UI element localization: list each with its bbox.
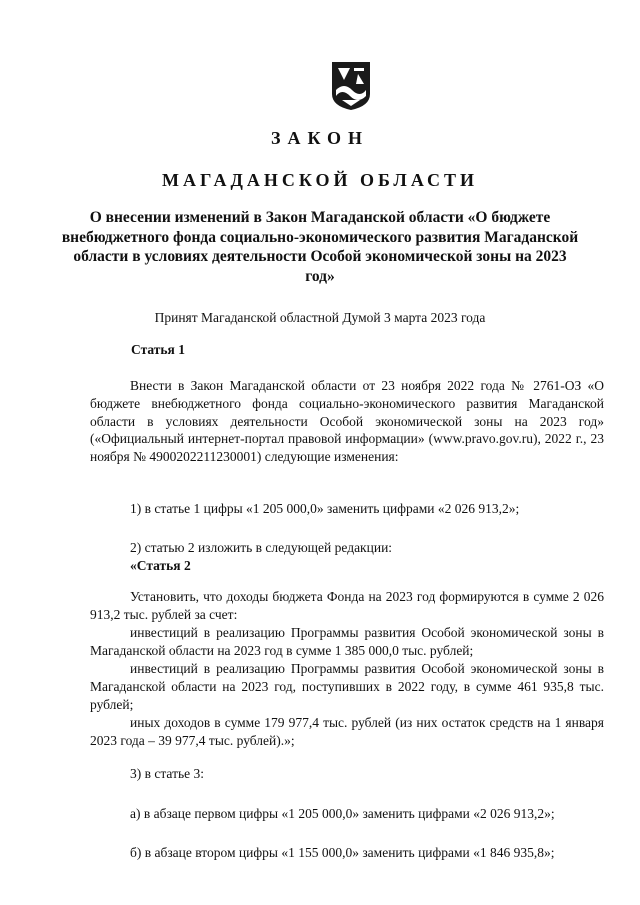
item-3a: а) в абзаце первом цифры «1 205 000,0» заменить цифрами «2 026 913,2»; — [130, 806, 555, 821]
adoption-note: Принят Магаданской областной Думой 3 марта 2023 года — [154, 310, 486, 325]
item-3b: б) в абзаце втором цифры «1 155 000,0» заменить цифрами «1 846 935,8»; — [130, 845, 555, 860]
region-title: МАГАДАНСКОЙ ОБЛАСТИ — [162, 170, 478, 190]
new-article-paragraph-1: Установить, что доходы бюджета Фонда на 2023 год формируются в сумме 2 026 913,2 тыс. рублей за счет: — [90, 589, 604, 622]
new-article-paragraph-4: иных доходов в сумме 179 977,4 тыс. рублей (из них остаток средств на 1 января 2023 года – 39 977,4 тыс. рублей).»; — [90, 715, 604, 748]
new-article-2-title: «Статья 2 — [130, 558, 191, 573]
intro-paragraph: Внести в Закон Магаданской области от 23 ноября 2022 года № 2761-ОЗ «О бюджете внебюджетного фонда социально-экономического развития Магаданской области в условиях деятельности Особой экономической зоны на 2023 год» («Официальный интернет-портал правовой информации» (www.pravo.gov.ru), 2022 г., 23 ноября № 4900202211230001) следующие изменения: — [90, 378, 604, 465]
magadan-coat-of-arms-icon — [330, 60, 372, 112]
item-2: 2) статью 2 изложить в следующей редакции: — [130, 540, 393, 555]
item-3: 3) в статье 3: — [130, 766, 204, 781]
item-1: 1) в статье 1 цифры «1 205 000,0» заменить цифрами «2 026 913,2»; — [130, 501, 520, 516]
law-heading: О внесении изменений в Закон Магаданской области «О бюджете внебюджетного фонда социально-экономического развития Магаданской области в условиях деятельности Особой экономической зоны на 2023 год» — [61, 209, 579, 285]
new-article-paragraph-2: инвестиций в реализацию Программы развития Особой экономической зоны в Магаданской области на 2023 год в сумме 1 385 000,0 тыс. рублей; — [90, 625, 604, 658]
article-1-title: Статья 1 — [131, 342, 185, 357]
new-article-paragraph-3: инвестиций в реализацию Программы развития Особой экономической зоны в Магаданской области на 2023 год, поступивших в 2022 году, в сумме 461 935,8 тыс. рублей; — [90, 661, 604, 712]
law-title: ЗАКОН — [270, 128, 370, 148]
